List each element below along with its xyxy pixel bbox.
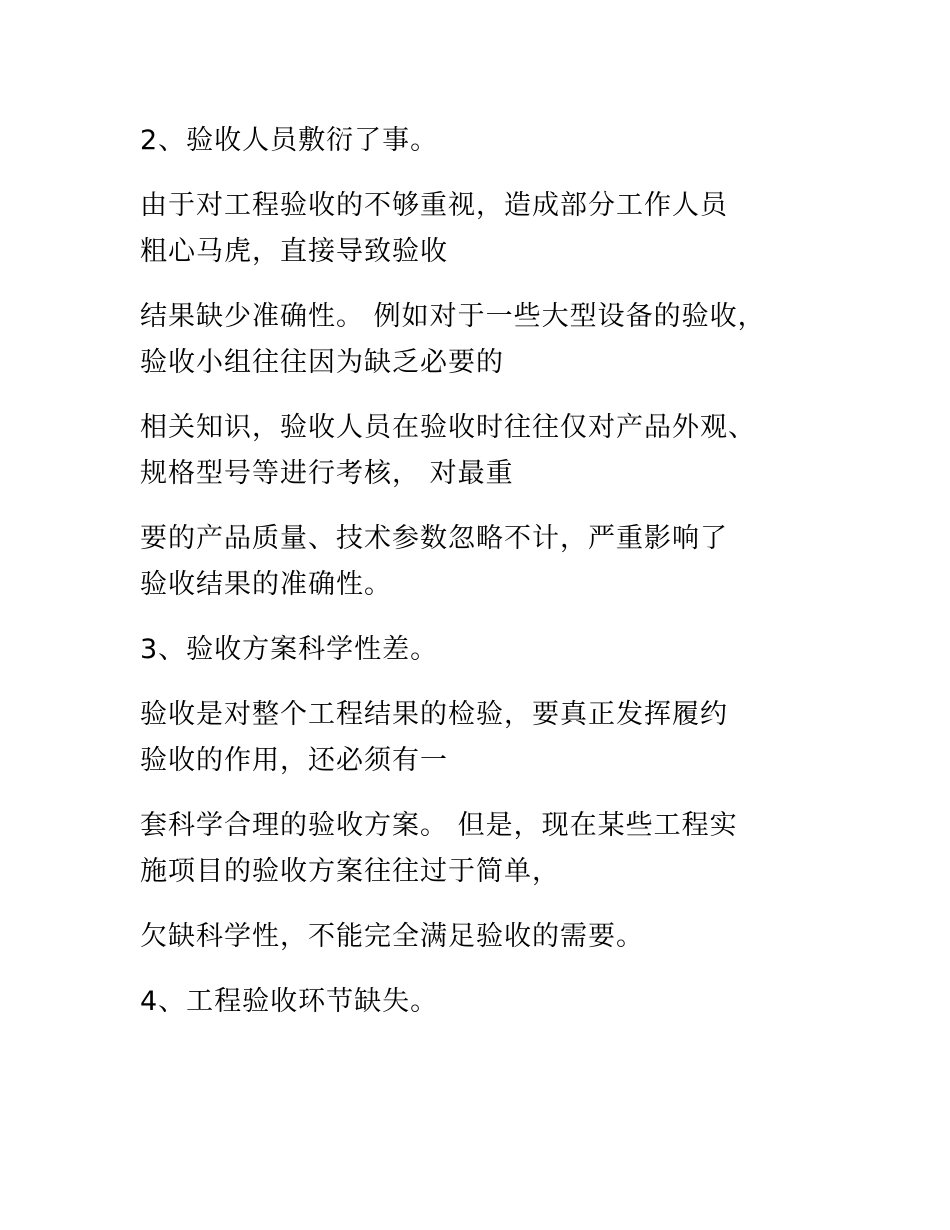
heading-item-3 [140, 627, 840, 673]
text-line: 验收的作用，还必须有一 [140, 745, 448, 776]
text-line: 施项目的验收方案往往过于简单， [140, 856, 560, 887]
text-line: 2、验收人员敷衍了事。 [140, 125, 439, 156]
text-line: 验收小组往往因为缺乏必要的 [140, 347, 504, 378]
paragraph [140, 803, 840, 895]
paragraph [140, 294, 840, 386]
text-line: 结果缺少准确性。 例如对于一些大型设备的验收， [140, 301, 766, 332]
text-line: 3、验收方案科学性差。 [140, 634, 439, 665]
paragraph [140, 183, 840, 275]
paragraph [140, 405, 840, 497]
text-line: 验收是对整个工程结果的检验，要真正发挥履约 [140, 699, 728, 730]
heading-item-2 [140, 118, 840, 164]
text-line: 相关知识，验收人员在验收时往往仅对产品外观、 [140, 412, 756, 443]
paragraph [140, 692, 840, 784]
text-line: 由于对工程验收的不够重视，造成部分工作人员 [140, 190, 728, 221]
document-body [140, 118, 840, 1044]
text-line: 欠缺科学性，不能完全满足验收的需要。 [140, 921, 644, 952]
paragraph [140, 914, 840, 960]
text-line: 要的产品质量、技术参数忽略不计，严重影响了 [140, 523, 728, 554]
heading-item-4 [140, 979, 840, 1025]
text-line: 4、工程验收环节缺失。 [140, 986, 439, 1017]
paragraph [140, 516, 840, 608]
text-line: 规格型号等进行考核， 对最重 [140, 458, 514, 489]
text-line: 套科学合理的验收方案。 但是，现在某些工程实 [140, 810, 738, 841]
text-line: 验收结果的准确性。 [140, 569, 392, 600]
text-line: 粗心马虎，直接导致验收 [140, 236, 448, 267]
